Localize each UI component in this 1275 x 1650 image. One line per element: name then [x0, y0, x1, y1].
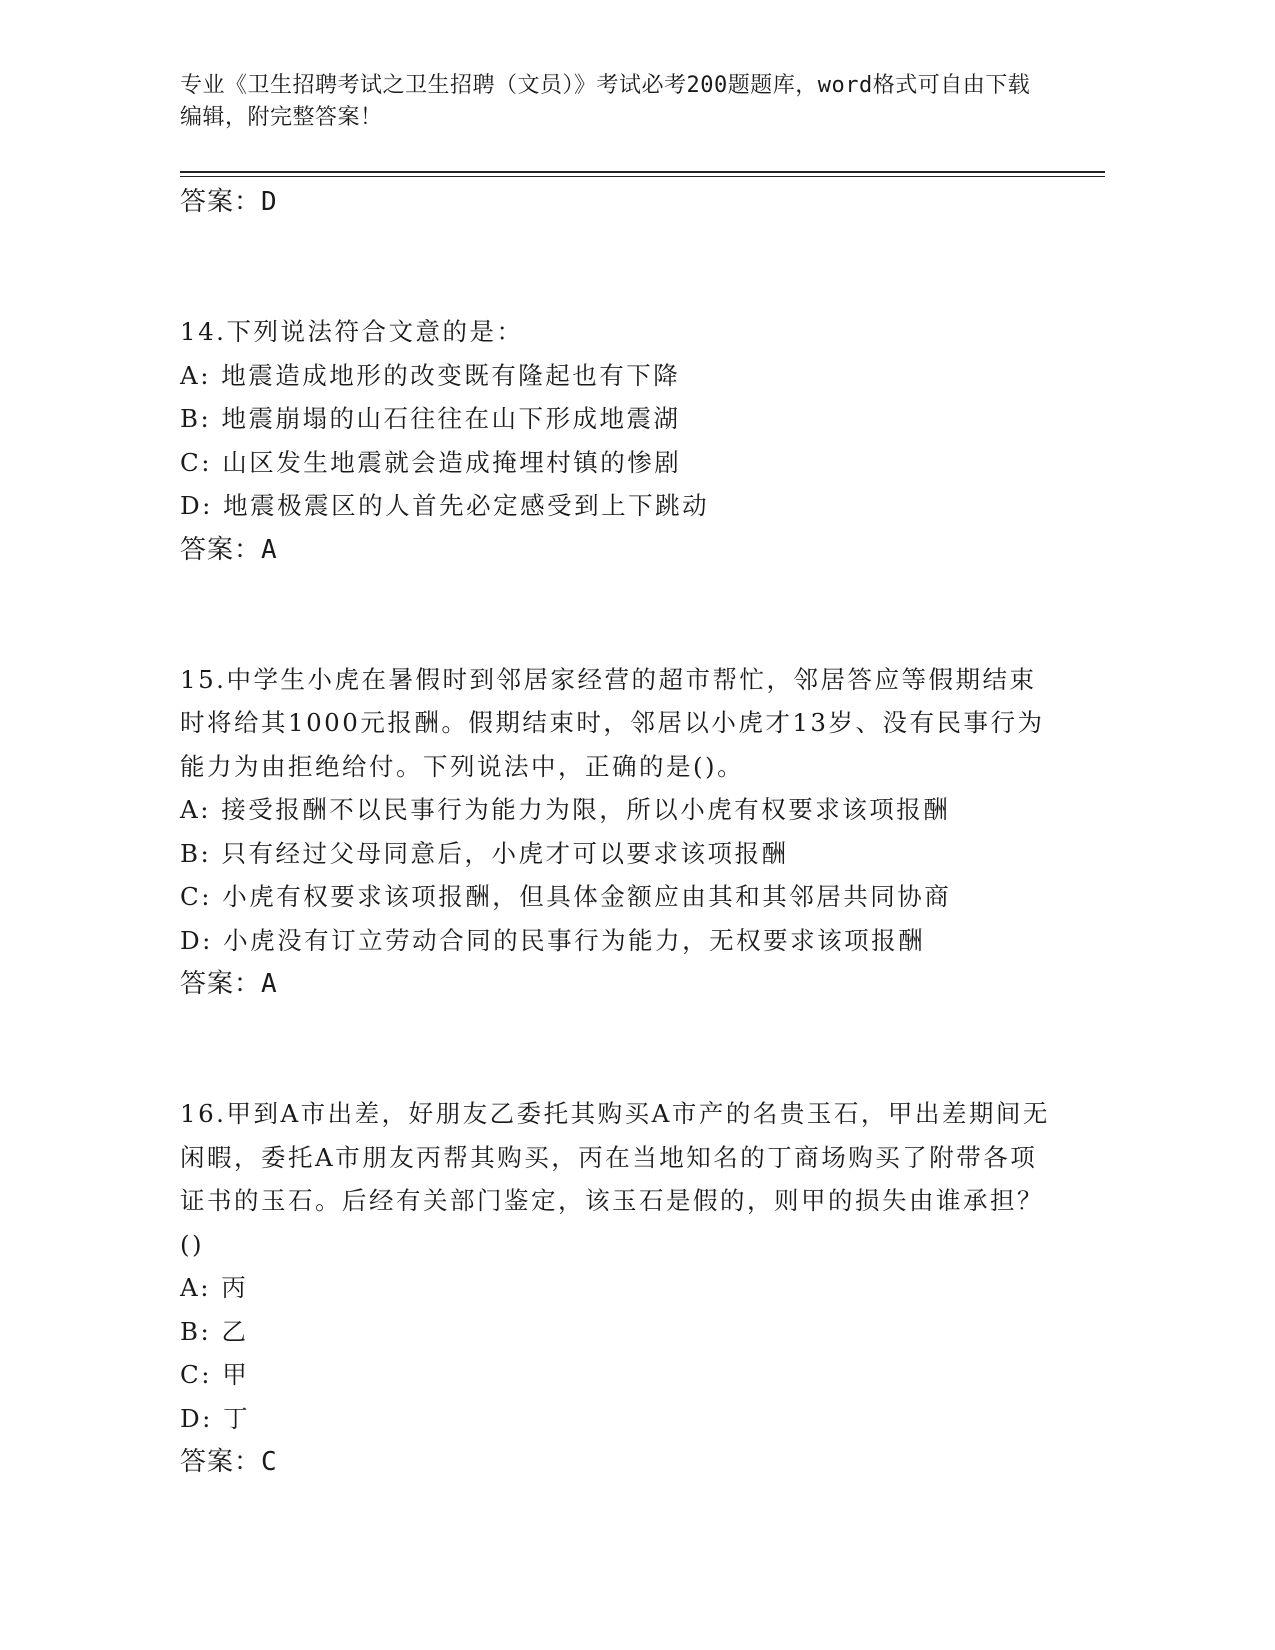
option-b: B: 只有经过父母同意后，小虎才可以要求该项报酬 [180, 838, 789, 868]
spacer [180, 572, 1060, 658]
option-a: A: 丙 [180, 1273, 249, 1302]
option-d: D: 丁 [180, 1403, 251, 1433]
document-header: 专业《卫生招聘考试之卫生招聘（文员）》考试必考200题题库，word格式可自由下载编辑，附完整答案！ [180, 73, 1031, 130]
previous-question-answer: 答案：D [180, 187, 278, 217]
option-c: C: 山区发生地震就会造成掩埋村镇的惨剧 [180, 447, 682, 477]
answer-line: 答案：A [180, 534, 278, 565]
question-stem: 16.甲到A市出差，好朋友乙委托其购买A市产的名贵玉石，甲出差期间无闲暇，委托A市朋友丙帮其购买，丙在当地知名的丁商场购买了附带各项证书的玉石。后经有关部门鉴定，该玉石是假的，则甲的损失由谁承担？() [180, 1099, 1050, 1259]
option-b: B: 地震崩塌的山石往往在山下形成地震湖 [180, 404, 681, 433]
header-rule-thick [180, 171, 1105, 173]
answer-line: 答案：A [180, 969, 278, 999]
option-c: C: 小虎有权要求该项报酬，但具体金额应由其和其邻居共同协商 [180, 882, 952, 911]
question-stem: 14.下列说法符合文意的是： [180, 317, 524, 346]
question-15 [180, 658, 1060, 1007]
option-a: A: 地震造成地形的改变既有隆起也有下降 [180, 360, 681, 390]
header-rule-thin [180, 176, 1105, 177]
question-stem: 15.中学生小虎在暑假时到邻居家经营的超市帮忙，邻居答应等假期结束时将给其1000元报酬。假期结束时，邻居以小虎才13岁、没有民事行为能力为由拒绝给付。下列说法中，正确的是()。 [180, 664, 1045, 781]
question-14 [180, 310, 1060, 572]
spacer [180, 224, 1060, 310]
option-c: C: 甲 [180, 1360, 250, 1389]
spacer [180, 1006, 1060, 1092]
question-list [180, 180, 1060, 1484]
option-d: D: 地震极震区的人首先必定感受到上下跳动 [180, 491, 710, 520]
option-b: B: 乙 [180, 1316, 249, 1346]
answer-line: 答案：C [180, 1447, 278, 1477]
option-a: A: 接受报酬不以民事行为能力为限，所以小虎有权要求该项报酬 [180, 795, 951, 824]
option-d: D: 小虎没有订立劳动合同的民事行为能力，无权要求该项报酬 [180, 925, 926, 955]
question-16 [180, 1092, 1060, 1484]
